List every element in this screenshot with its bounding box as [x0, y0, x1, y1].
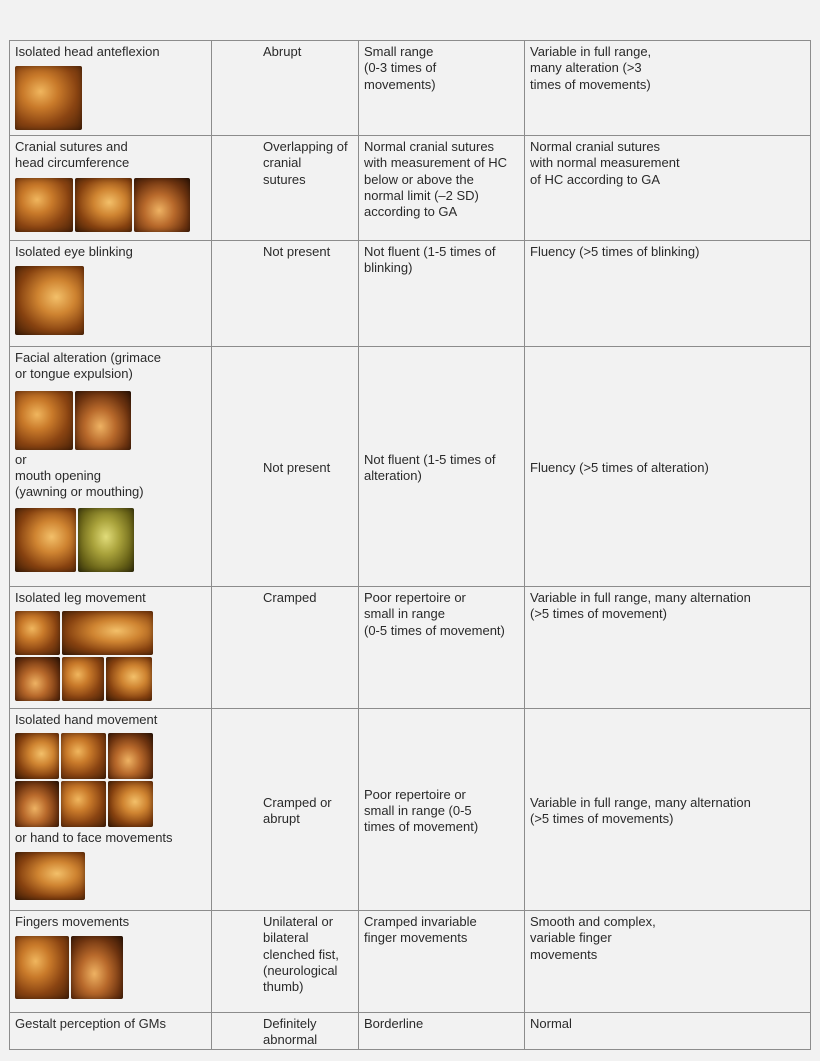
abnormal-cell: Not present — [263, 459, 331, 475]
ultrasound-image — [15, 852, 85, 900]
ultrasound-image — [134, 178, 190, 232]
feature-label: Isolated eye blinking — [15, 244, 133, 259]
feature-label: Fingers movements — [15, 914, 130, 929]
abnormal-cell: Definitely abnormal — [263, 1016, 318, 1048]
feature-label: Gestalt perception of GMs — [15, 1016, 167, 1031]
normal-cell: Normal cranial sutures with normal measurement of HC according to GA — [530, 139, 680, 187]
kane-score-table — [9, 40, 811, 1050]
abnormal-cell: Unilateral or bilateral clenched fist, (neurological thumb) — [263, 914, 339, 995]
normal-cell: Fluency (>5 times of blinking) — [530, 244, 700, 259]
feature-label-secondary: mouth opening (yawning or mouthing) — [15, 467, 144, 500]
borderline-cell: Small range (0-3 times of movements) — [364, 44, 437, 92]
ultrasound-image — [75, 391, 131, 450]
table-row — [10, 41, 811, 136]
borderline-cell: Borderline — [364, 1016, 424, 1031]
abnormal-cell: Cramped or abrupt — [263, 794, 332, 826]
normal-cell: Normal — [530, 1016, 572, 1031]
feature-cell — [10, 41, 212, 136]
borderline-cell: Poor repertoire or small in range (0-5 times of movement) — [364, 590, 505, 638]
normal-cell: Variable in full range, many alteration (>3 times of movements) — [530, 44, 652, 92]
ultrasound-image — [75, 178, 132, 232]
table-row — [10, 587, 811, 709]
ultrasound-image — [15, 508, 76, 572]
ultrasound-image — [61, 733, 106, 779]
feature-or-label: or — [15, 451, 27, 467]
table-row — [10, 136, 811, 241]
feature-label-secondary: or hand to face movements — [15, 830, 173, 846]
table-row — [10, 911, 811, 1013]
normal-cell: Smooth and complex, variable finger movements — [530, 914, 656, 962]
ultrasound-image — [15, 391, 73, 450]
table-row — [10, 241, 811, 347]
ultrasound-image — [15, 611, 60, 655]
ultrasound-image — [78, 508, 134, 572]
ultrasound-image — [15, 936, 69, 999]
normal-cell: Variable in full range, many alternation (>5 times of movements) — [530, 794, 751, 826]
table-row — [10, 709, 811, 911]
feature-label: Isolated hand movement — [15, 712, 158, 727]
normal-cell: Variable in full range, many alternation (>5 times of movement) — [530, 590, 751, 622]
ultrasound-image — [108, 781, 153, 827]
normal-cell: Fluency (>5 times of alteration) — [530, 459, 709, 475]
ultrasound-image — [15, 657, 60, 701]
feature-cell — [10, 911, 212, 1013]
feature-cell — [10, 587, 212, 709]
abnormal-cell: Cramped — [263, 590, 317, 605]
borderline-cell: Poor repertoire or small in range (0-5 times of movement) — [364, 786, 479, 835]
table-row — [10, 347, 811, 587]
feature-cell — [10, 136, 212, 241]
borderline-cell: Not fluent (1-5 times of alteration) — [364, 451, 496, 483]
abnormal-cell: Not present — [263, 244, 331, 259]
ultrasound-image — [15, 66, 82, 130]
borderline-cell: Cramped invariable finger movements — [364, 914, 477, 946]
abnormal-cell: Overlapping of cranial sutures — [263, 139, 348, 187]
borderline-cell: Not fluent (1-5 times of blinking) — [364, 244, 496, 276]
ultrasound-image — [106, 657, 152, 701]
ultrasound-image — [61, 781, 106, 827]
ultrasound-image — [15, 266, 84, 335]
ultrasound-image — [62, 611, 153, 655]
feature-cell — [10, 347, 212, 587]
feature-label: Isolated leg movement — [15, 590, 146, 605]
ultrasound-image — [71, 936, 123, 999]
table-row — [10, 1013, 811, 1050]
feature-label: Cranial sutures and head circumference — [15, 139, 130, 171]
ultrasound-image — [15, 733, 59, 779]
ultrasound-image — [15, 781, 59, 827]
feature-label: Facial alteration (grimace or tongue expulsion) — [15, 350, 161, 382]
ultrasound-image — [62, 657, 104, 701]
borderline-cell: Normal cranial sutures with measurement of HC below or above the normal limit (–2 SD) according to GA — [364, 139, 508, 220]
ultrasound-image — [108, 733, 153, 779]
abnormal-cell: Abrupt — [263, 44, 302, 59]
ultrasound-image — [15, 178, 73, 232]
feature-cell — [10, 709, 212, 911]
feature-label: Isolated head anteflexion — [15, 44, 160, 59]
feature-cell — [10, 241, 212, 347]
